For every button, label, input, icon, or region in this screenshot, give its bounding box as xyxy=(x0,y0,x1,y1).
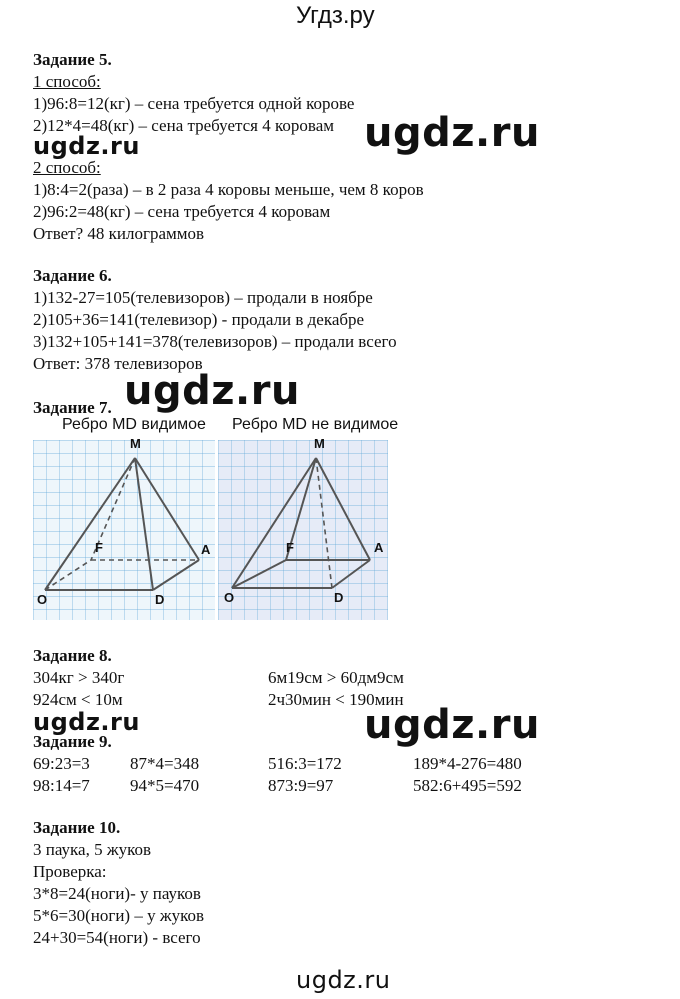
task9-cell: 189*4-276=480 xyxy=(413,754,522,773)
task6-answer: Ответ: 378 телевизоров xyxy=(33,354,203,373)
task9-cell: 94*5=470 xyxy=(130,776,200,795)
task9-cell: 69:23=3 xyxy=(33,754,90,773)
task8-title: Задание 8. xyxy=(33,646,112,665)
caption-not-visible: Ребро MD не видимое xyxy=(232,416,399,433)
label-d-left: D xyxy=(155,592,165,607)
site-footer: ugdz.ru xyxy=(296,966,391,994)
label-m-left: M xyxy=(130,436,141,451)
label-m-right: M xyxy=(314,436,325,451)
task10-line2: Проверка: xyxy=(33,862,107,881)
task10-line5: 24+30=54(ноги) - всего xyxy=(33,928,201,947)
task5-title: Задание 5. xyxy=(33,50,112,69)
caption-visible: Ребро MD видимое xyxy=(62,416,206,433)
watermark-small-1: ugdz.ru xyxy=(33,132,140,160)
pyramid-figure-left xyxy=(33,436,215,620)
label-f-right: F xyxy=(286,540,294,555)
task5-line2: 2)12*4=48(кг) – сена требуется 4 коровам xyxy=(33,116,335,135)
task10-line3: 3*8=24(ноги)- у пауков xyxy=(33,884,201,903)
watermark-large-3: ugdz.ru xyxy=(364,702,540,748)
task5-way1: 1 способ: xyxy=(33,72,101,91)
task8-compare-3: 6м19см > 60дм9см xyxy=(268,668,404,687)
task5-answer: Ответ? 48 килограммов xyxy=(33,224,205,243)
label-o-right: O xyxy=(224,590,235,605)
task8-compare-2: 924см < 10м xyxy=(33,690,123,709)
task9-cell: 516:3=172 xyxy=(268,754,342,773)
task9-cell: 873:9=97 xyxy=(268,776,334,795)
task6-line3: 3)132+105+141=378(телевизоров) – продали всего xyxy=(33,332,397,351)
task10-line4: 5*6=30(ноги) – у жуков xyxy=(33,906,204,925)
watermark-small-2: ugdz.ru xyxy=(33,708,140,736)
label-a-left: A xyxy=(201,542,211,557)
task5-line3: 1)8:4=2(раза) – в 2 раза 4 коровы меньше, чем 8 коров xyxy=(33,180,424,199)
task10-line1: 3 паука, 5 жуков xyxy=(33,840,151,859)
site-header: Угдз.ру xyxy=(296,2,375,29)
watermark-large-2: ugdz.ru xyxy=(124,368,300,414)
task9-cell: 98:14=7 xyxy=(33,776,90,795)
task5-line4: 2)96:2=48(кг) – сена требуется 4 коровам xyxy=(33,202,331,221)
label-a-right: A xyxy=(374,540,384,555)
label-d-right: D xyxy=(334,590,344,605)
task9-cell: 582:6+495=592 xyxy=(413,776,522,795)
task9-title: Задание 9. xyxy=(33,732,112,751)
pyramid-figure-right xyxy=(218,436,388,620)
task7-title: Задание 7. xyxy=(33,398,112,417)
task9-cell: 87*4=348 xyxy=(130,754,200,773)
task5-way2: 2 способ: xyxy=(33,158,101,177)
task10-title: Задание 10. xyxy=(33,818,121,837)
label-f-left: F xyxy=(95,540,103,555)
watermark-large-1: ugdz.ru xyxy=(364,110,540,156)
task6-line1: 1)132-27=105(телевизоров) – продали в ноябре xyxy=(33,288,373,307)
task6-title: Задание 6. xyxy=(33,266,112,285)
label-o-left: O xyxy=(37,592,48,607)
task6-line2: 2)105+36=141(телевизор) - продали в декабре xyxy=(33,310,365,329)
task8-compare-4: 2ч30мин < 190мин xyxy=(268,690,404,709)
task5-line1: 1)96:8=12(кг) – сена требуется одной корове xyxy=(33,94,355,113)
task8-compare-1: 304кг > 340г xyxy=(33,668,125,687)
